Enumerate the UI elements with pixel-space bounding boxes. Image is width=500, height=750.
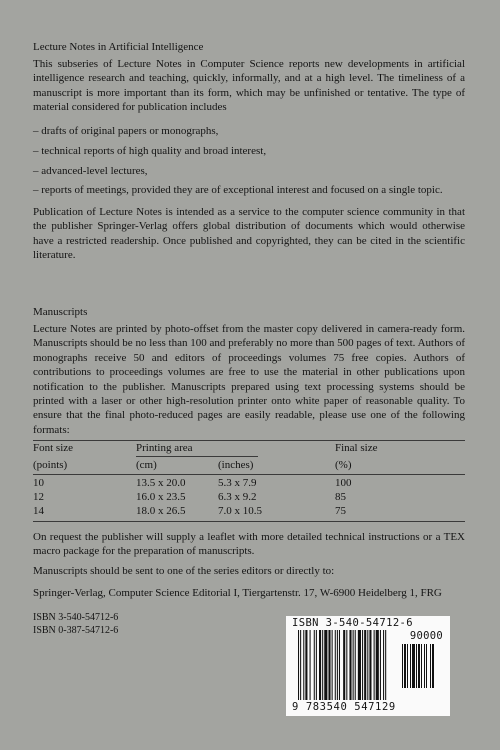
header-font-size: Font size (33, 442, 74, 454)
cell-final-size: 100 (335, 477, 352, 489)
publisher-address: Springer-Verlag, Computer Science Editorial I, Tiergartenstr. 17, W-6900 Heidelberg 1, FRG (33, 587, 442, 599)
isbn-line: ISBN 3-540-54712-6 (33, 612, 119, 623)
manuscripts-paragraph: Lecture Notes are printed by photo-offset from the master copy delivered in camera-ready form. Manuscripts should be no less than 100 and preferably no more than 500 pages of text. Authors of monographs receive 50 and editors of proceedings volumes 75 free copies. Authors of contributions to proceedings volumes are free to use the material in other publications upon notification to the publisher. Manuscripts prepared using text processing systems should be printed with a laser or other high-resolution printer onto white paper of reasonable quality. To ensure that the final photo-reduced pages are easily readable, please use one of the following formats: (33, 323, 465, 436)
addon-bars-icon (402, 644, 440, 688)
send-paragraph: Manuscripts should be sent to one of the series editors or directly to: (33, 565, 335, 577)
list-item: – drafts of original papers or monographs, (33, 125, 219, 137)
request-paragraph: On request the publisher will supply a leaflet with more detailed technical instructions or a TEX macro package for the preparation of manuscripts. (33, 531, 465, 558)
table-rule-bottom (33, 521, 465, 522)
cell-cm: 13.5 x 20.0 (136, 477, 186, 489)
cell-cm: 18.0 x 26.5 (136, 505, 186, 517)
barcode-isbn-text: ISBN 3-540-54712-6 (292, 617, 413, 629)
table-rule-printing-area (136, 456, 258, 457)
intro-paragraph: This subseries of Lecture Notes in Computer Science reports new developments in artificial intelligence research and teaching, quickly, informally, and at a high level. The timeliness of a manuscript is more important than its form, which may be unfinished or tentative. The type of material considered for publication includes (33, 58, 465, 114)
isbn-line: ISBN 0-387-54712-6 (33, 625, 119, 636)
header-printing-area: Printing area (136, 442, 193, 454)
series-heading: Lecture Notes in Artificial Intelligence (33, 41, 204, 53)
table-rule-mid (33, 474, 465, 475)
list-item: – advanced-level lectures, (33, 165, 148, 177)
cell-font-size: 14 (33, 505, 44, 517)
barcode-bars-icon (298, 630, 398, 702)
barcode-addon-digits: 90000 (409, 630, 443, 642)
cell-final-size: 75 (335, 505, 346, 517)
cell-cm: 16.0 x 23.5 (136, 491, 186, 503)
subheader-cm: (cm) (136, 459, 157, 471)
list-item: – technical reports of high quality and broad interest, (33, 145, 267, 157)
manuscripts-heading: Manuscripts (33, 306, 88, 318)
subheader-percent: (%) (335, 459, 352, 471)
cell-inches: 6.3 x 9.2 (218, 491, 257, 503)
table-rule-top (33, 440, 465, 441)
cell-font-size: 10 (33, 477, 44, 489)
barcode-digits: 9 783540 547129 (292, 701, 396, 713)
cell-inches: 7.0 x 10.5 (218, 505, 262, 517)
list-item: – reports of meetings, provided they are of exceptional interest and focused on a single topic. (33, 184, 443, 196)
subheader-points: (points) (33, 459, 68, 471)
barcode (286, 616, 450, 716)
cell-font-size: 12 (33, 491, 44, 503)
cell-inches: 5.3 x 7.9 (218, 477, 257, 489)
subheader-inches: (inches) (218, 459, 254, 471)
cell-final-size: 85 (335, 491, 346, 503)
header-final-size: Final size (335, 442, 378, 454)
publication-paragraph: Publication of Lecture Notes is intended as a service to the computer science community in that the publisher Springer-Verlag offers global distribution of documents which would otherwise have a restricted readership. Once published and copyrighted, they can be cited in the scientific literature. (33, 206, 465, 262)
